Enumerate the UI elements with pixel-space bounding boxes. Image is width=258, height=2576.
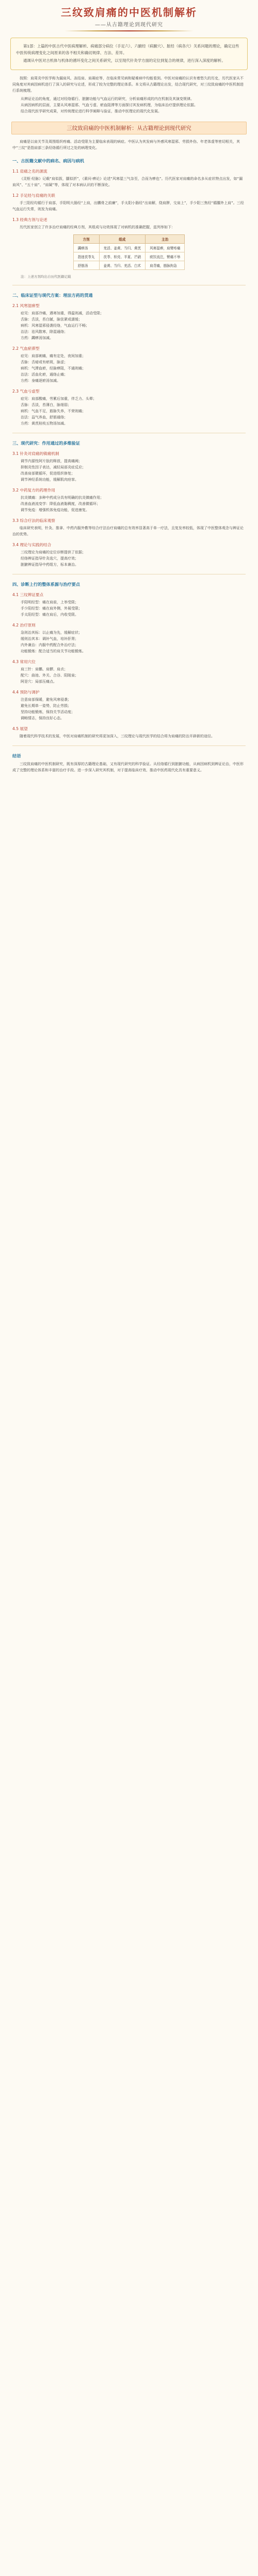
list-item: 病机：风寒湿邪侵袭经络，气血运行不畅； bbox=[21, 324, 89, 328]
list-item: 内外兼治：内服中药配合外治疗法； bbox=[21, 643, 78, 647]
list-item: 抑制炎性因子表达，减轻局部炎症反应； bbox=[21, 465, 86, 469]
list-item: 调节免疫：增强机体免疫功能，促进康复。 bbox=[21, 508, 89, 512]
list-item: 坚持功能锻炼，保持关节活动度； bbox=[21, 710, 75, 714]
section-banner: 三纹致肩痛的中医机制解析：从古籍理论到现代研究 bbox=[11, 122, 247, 134]
intro-paragraph-1: 第1部：上篇的中医古代中医病理解析、病痛部分病位（手足六）、六腑经（病腑穴）、脏经（病各穴）关系问题的理论，确定这些中医传统病理变化之间原来的各不相关和确切规律、方法、差异。 bbox=[16, 44, 239, 55]
intro-box bbox=[10, 38, 248, 70]
list-item: 改善血液流变学：降低血液黏稠度，改善微循环； bbox=[21, 502, 100, 506]
section1-intro: 肩痛是以肩关节及周围组织疼痛、活动受限为主要临床表现的病症。中医认为其发病与外感风寒湿邪、劳损外伤、年老体虚等密切相关，其中“三纹”是指肩部三条经络循行所过之处的病理变化。 bbox=[12, 140, 240, 150]
subheading: 4.4 预防与调护 bbox=[12, 690, 40, 694]
symptom-list bbox=[21, 310, 246, 341]
list-item: 缓则治其本：调补气血，培补肝肾； bbox=[21, 637, 78, 641]
subheading: 1.1 肩痛之名的源流 bbox=[12, 169, 47, 174]
subheading: 3.2 中药复方的药理作用 bbox=[12, 488, 55, 493]
list-item: 方药：黄芪桂枝五物汤加减。 bbox=[21, 421, 68, 426]
list-item: 三纹理论为肩痛的定位诊断提供了依据； bbox=[21, 550, 86, 554]
prevention-list bbox=[21, 697, 246, 721]
theory-list bbox=[21, 549, 246, 568]
symptom-list bbox=[21, 353, 246, 384]
list-item: 治法：祛风散寒，除湿通络； bbox=[21, 330, 68, 334]
list-item: 手少阳经型：痛在肩外侧，外展受限； bbox=[21, 606, 82, 611]
list-item: 症见：肩部酸痛，劳累后加重，伴乏力、头晕； bbox=[21, 397, 96, 401]
paragraph: 临床研究表明，针灸、推拿、中药内服外敷等综合疗法治疗肩痛的总有效率显著高于单一疗法，且复发率较低，体现了中医整体观念与辨证论治的优势。 bbox=[12, 526, 244, 536]
table-cell: 舒筋汤 bbox=[73, 261, 99, 270]
table-header-row bbox=[73, 235, 185, 244]
intro-bullet-list bbox=[21, 96, 246, 114]
mechanism-list bbox=[21, 495, 246, 513]
list-item: 从辨证论治的角度，通过对经络循行、脏腑功能与气血运行的研究，分析肩痛形成的内在机制及其演变规律。 bbox=[21, 97, 194, 101]
conclusion-paragraph: 三纹致肩痛的中医机制研究，既有深厚的古籍理论基础，又有现代研究的科学验证。从经络循行到脏腑功能，从病因病机到辨证论治，中医形成了完整的理论体系和丰富的治疗手段。进一步深入研究其机制，对于提高临床疗效、推动中医药现代化具有重要意义。 bbox=[12, 762, 244, 772]
conclusion-heading: 结语 bbox=[12, 753, 21, 758]
list-item: 病机：气滞血瘀，经脉痹阻，不通则痛； bbox=[21, 366, 86, 370]
paragraph: 手三阳经均循行于肩部，手阳明大肠经“上肩，出髃骨之前廉”，手太阳小肠经“出肩解，绕肩胛，交肩上”，手少阳三焦经“循臑外上肩”。三经气血运行失常，则发为肩痛。 bbox=[12, 201, 244, 211]
table-row bbox=[73, 252, 185, 261]
list-item: 功能锻炼：配合适当的肩关节功能锻炼。 bbox=[21, 649, 86, 653]
preface-paragraph: 按照：肩周炎中医学称为漏肩风、冻结肩、肩凝症等，在临床常见病和疑难病中均能看到。中医对肩痛的认识有着悠久的历史，历代医家从不同角度对其病因病机进行了深入的研究与论述，形成了较为完整的理论体系。本文将从古籍理论出发，结合现代研究，对三纹致肩痛的中医机制进行系统梳理。 bbox=[12, 76, 244, 93]
list-item: 改善肩部微循环，促进组织修复； bbox=[21, 471, 75, 476]
list-item: 调节内源性阿片肽的释放，提高痛阈； bbox=[21, 459, 82, 463]
mechanism-list bbox=[21, 458, 246, 483]
list-item: 手阳明经型：痛在肩前，上举受限； bbox=[21, 600, 78, 604]
list-item: 方药：身痛逐瘀汤加减。 bbox=[21, 379, 60, 383]
list-item: 治法：益气养血，舒筋通络； bbox=[21, 415, 68, 419]
list-item: 配穴：曲池、外关、合谷、阳陵泉； bbox=[21, 673, 78, 677]
subheading: 4.2 治疗原则 bbox=[12, 623, 36, 628]
list-item: 舌脉：舌暗或有瘀斑，脉涩； bbox=[21, 360, 68, 364]
subheading: 2.3 气血亏虚型 bbox=[12, 389, 40, 394]
paragraph: 随着现代科学技术的发展，中医对肩痛机制的研究将更加深入，三纹理论与现代医学的结合将为肩痛的防治开辟新的途径。 bbox=[20, 734, 215, 738]
page-subtitle: ——从古籍理论到现代研究 bbox=[95, 22, 163, 28]
table-note: 注：上述方剂均出自历代医籍记载 bbox=[21, 275, 71, 279]
subheading: 3.1 针灸对肩痛的镇痛机制 bbox=[12, 451, 59, 456]
subheading: 2.1 风寒湿痹型 bbox=[12, 303, 40, 308]
table-row bbox=[73, 261, 185, 270]
principle-list bbox=[21, 630, 246, 654]
table-cell: 痰饮流注，臂痛不举 bbox=[146, 252, 185, 261]
subheading: 4.1 三纹辨证要点 bbox=[12, 592, 44, 597]
list-item: 注意肩部保暖，避免风寒侵袭； bbox=[21, 698, 71, 702]
title-divider bbox=[64, 30, 194, 31]
page-title: 三纹致肩痛的中医机制解析 bbox=[61, 6, 197, 19]
table-cell: 茯苓、枳壳、半夏、芒硝 bbox=[99, 252, 146, 261]
list-item: 症见：肩部刺痛，痛有定处，夜间加重； bbox=[21, 354, 86, 358]
list-item: 肩三针：肩髃、肩髎、肩贞； bbox=[21, 667, 68, 671]
list-item: 治法：活血化瘀，通络止痛； bbox=[21, 372, 68, 377]
list-item: 调节神经系统功能，缓解肌肉痉挛。 bbox=[21, 478, 78, 482]
table-header: 主治 bbox=[146, 235, 185, 244]
section2-heading: 二、临床证型与现代方案：理法方药的贯通 bbox=[12, 293, 93, 298]
list-item: 症见：肩部冷痛，遇寒加重，得温则减，活动受限； bbox=[21, 311, 104, 315]
subheading: 3.4 理论与实践的结合 bbox=[12, 543, 52, 547]
table-cell: 羌活、姜黄、当归、黄芪 bbox=[99, 244, 146, 252]
list-item: 舌脉：舌淡，苔薄白，脉细弱； bbox=[21, 403, 71, 407]
list-item: 病机：气血不足，筋脉失养，不荣则痛； bbox=[21, 409, 86, 413]
section3-heading: 三、现代研究：作用通过的多维验证 bbox=[12, 440, 80, 446]
paragraph: 《灵枢·经脉》记载“肩似拔，臑似折”，《素问·痹论》论述“风寒湿三气杂至，合而为痹也”。历代医家对肩痛的命名多从症状特点出发，如“漏肩风”、“五十肩”、“肩凝”等，体现了对本病认识的不断深化。 bbox=[12, 177, 243, 187]
table-cell: 肩背痛，筋脉拘急 bbox=[146, 261, 185, 270]
list-item: 结合现代医学研究成果，对传统理论进行科学阐释与验证，推动中医理论的现代化发展。 bbox=[21, 109, 162, 113]
list-item: 舌脉：舌淡，苔白腻，脉弦紧或濡缓； bbox=[21, 317, 82, 321]
paragraph: 历代医家创立了许多治疗肩痛的经典方剂，其组成与功效体现了对病机的准确把握，兹列举如下： bbox=[20, 225, 175, 229]
table-cell: 姜黄、当归、羌活、白术 bbox=[99, 261, 146, 270]
table-cell: 蠲痹汤 bbox=[73, 244, 99, 252]
table-row bbox=[73, 244, 185, 252]
title-block bbox=[0, 0, 258, 31]
list-item: 抗炎镇痛：多种中药成分具有明确的抗炎镇痛作用； bbox=[21, 496, 104, 500]
table-header: 方剂 bbox=[73, 235, 99, 244]
table-cell: 指迷茯苓丸 bbox=[73, 252, 99, 261]
subheading: 4.3 常用穴位 bbox=[12, 659, 36, 664]
list-item: 从病因病机的层面，主要从风寒湿邪、气血亏虚、瘀血阻滞等方面探讨其发病机理，为临床治疗提供理论依据。 bbox=[21, 103, 198, 107]
intro-paragraph-2: 通调从中医对古机体与机体的循环变化之间关系研究，以至现代针灸学方面的定位到复合的规律，进行深入深度的解析。 bbox=[23, 58, 225, 63]
subheading: 1.3 经典方剂与论述 bbox=[12, 217, 47, 222]
list-item: 手太阳经型：痛在肩后，内收受限。 bbox=[21, 613, 78, 617]
acupoint-list bbox=[21, 666, 246, 685]
list-item: 急则治其标：以止痛为先，缓解症状； bbox=[21, 631, 82, 635]
subheading: 2.2 气血瘀滞型 bbox=[12, 346, 40, 351]
table-header: 组成 bbox=[99, 235, 146, 244]
subheading: 3.3 综合疗法的临床观察 bbox=[12, 518, 55, 523]
list-item: 调畅情志，保持良好心态。 bbox=[21, 716, 64, 720]
prescription-table bbox=[73, 234, 185, 270]
differentiation-list bbox=[21, 599, 246, 618]
list-item: 经络辨证指导针灸选穴，提高疗效； bbox=[21, 556, 78, 561]
subheading: 4.5 展望 bbox=[12, 726, 28, 731]
section4-heading: 四、诊断上行的整体系源与治疗要点 bbox=[12, 582, 80, 587]
list-item: 阿是穴：局部压痛点。 bbox=[21, 680, 57, 684]
list-item: 避免长期单一姿势，防止劳损； bbox=[21, 704, 71, 708]
list-item: 方药：蠲痹汤加减。 bbox=[21, 336, 53, 340]
list-item: 脏腑辨证指导中药组方，标本兼治。 bbox=[21, 563, 78, 567]
table-cell: 风寒湿痹，肩臂疼痛 bbox=[146, 244, 185, 252]
symptom-list bbox=[21, 396, 246, 427]
section1-heading: 一、古医籍文献中的病名、病因与病机 bbox=[12, 158, 85, 163]
divider bbox=[12, 745, 246, 746]
subheading: 1.2 手足经与肩痛的关联 bbox=[12, 193, 55, 198]
